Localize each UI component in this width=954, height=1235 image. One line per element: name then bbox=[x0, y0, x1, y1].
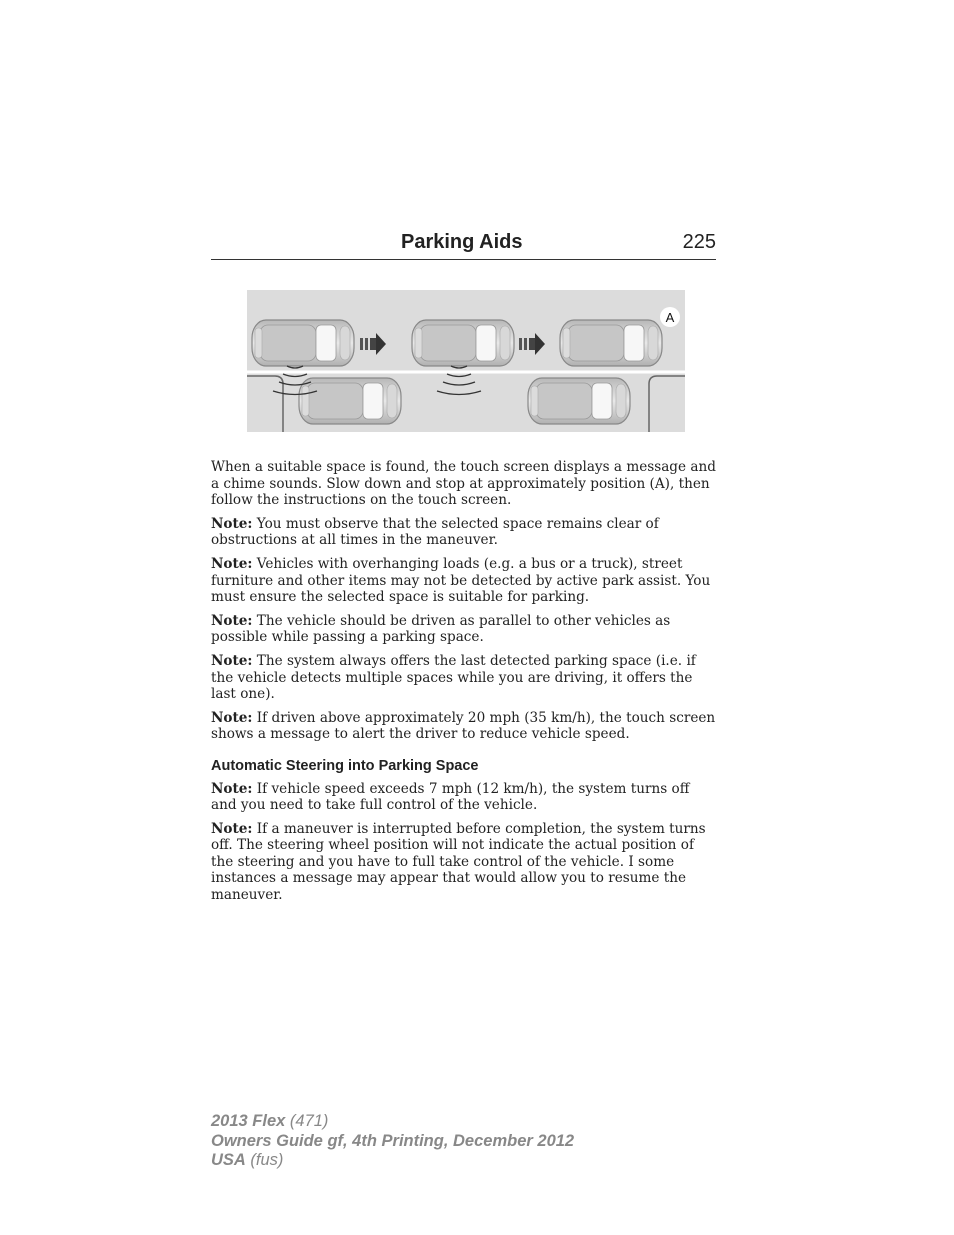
note-label: Note: bbox=[211, 780, 253, 797]
section-title: Parking Aids bbox=[401, 231, 523, 253]
note-paragraph bbox=[211, 516, 716, 549]
footer-model: 2013 Flex bbox=[211, 1112, 286, 1130]
note-paragraph bbox=[211, 781, 716, 814]
note-paragraph bbox=[211, 613, 716, 646]
page-header bbox=[211, 229, 716, 260]
footer-region-line bbox=[211, 1151, 574, 1171]
note-paragraph bbox=[211, 821, 716, 904]
footer-model-line bbox=[211, 1112, 574, 1132]
note-paragraph bbox=[211, 653, 716, 703]
page-number: 225 bbox=[682, 231, 716, 253]
note-label: Note: bbox=[211, 820, 253, 837]
page-footer bbox=[211, 1112, 574, 1171]
parking-illustration bbox=[247, 290, 685, 432]
note-text: If driven above approximately 20 mph (35 km/h), the touch screen shows a message to alert the driver to reduce vehicle speed. bbox=[211, 709, 716, 743]
note-text: If a maneuver is interrupted before completion, the system turns off. The steering wheel position will not indicate the actual position of the steering and you have to full take control of the vehicle. I some instances a message may appear that would allow you to resume the maneuver. bbox=[211, 820, 706, 904]
note-text: The vehicle should be driven as parallel to other vehicles as possible while passing a parking space. bbox=[211, 612, 671, 646]
note-label: Note: bbox=[211, 709, 253, 726]
note-paragraph bbox=[211, 556, 716, 606]
note-text: If vehicle speed exceeds 7 mph (12 km/h), the system turns off and you need to take full control of the vehicle. bbox=[211, 780, 690, 814]
callout-label-a: A bbox=[665, 310, 675, 325]
intro-paragraph: When a suitable space is found, the touch screen displays a message and a chime sounds. Slow down and stop at approximately position (A), then follow the instructions on the touch screen. bbox=[211, 459, 716, 509]
note-text: The system always offers the last detected parking space (i.e. if the vehicle detects multiple spaces while you are driving, it offers the last one). bbox=[211, 652, 696, 703]
note-label: Note: bbox=[211, 515, 253, 532]
note-label: Note: bbox=[211, 652, 253, 669]
note-label: Note: bbox=[211, 555, 253, 572]
footer-region: USA bbox=[211, 1151, 246, 1169]
subheading: Automatic Steering into Parking Space bbox=[211, 757, 479, 774]
footer-guide: Owners Guide gf, 4th Printing, December 2012 bbox=[211, 1131, 575, 1150]
note-label: Note: bbox=[211, 612, 253, 629]
note-text: Vehicles with overhanging loads (e.g. a bus or a truck), street furniture and other items may not be detected by active park assist. You must ensure the selected space is suitable for parking. bbox=[211, 555, 711, 606]
note-paragraph bbox=[211, 710, 716, 743]
footer-model-code: (471) bbox=[285, 1112, 329, 1130]
footer-region-code: (fus) bbox=[245, 1151, 284, 1169]
body-text bbox=[211, 459, 716, 911]
note-text: You must observe that the selected space remains clear of obstructions at all times in the maneuver. bbox=[211, 515, 659, 549]
